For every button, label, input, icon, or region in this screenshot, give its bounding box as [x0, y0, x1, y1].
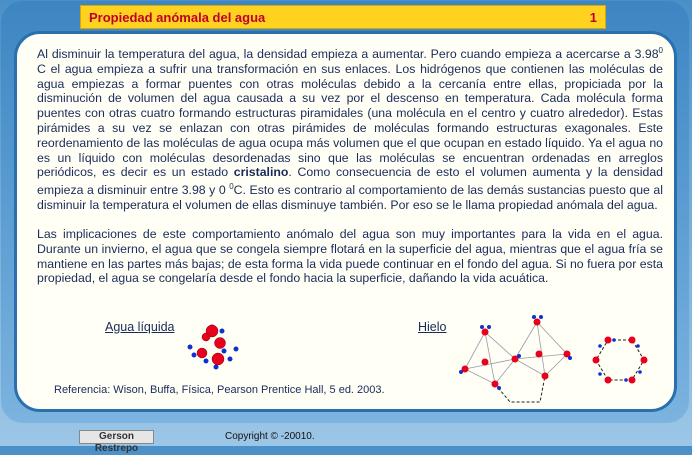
ice-link[interactable]: Hielo: [418, 320, 447, 334]
ice-hexagon-diagram: [592, 334, 648, 386]
para1-end: C. Esto es contrario al comportamiento de las demás sustancias puesto que al disminuir la temperatura el volumen de ellas disminuye también. Por eso se le llama propiedad anómala del agua.: [37, 183, 663, 213]
paragraph-2: Las implicaciones de este comportamiento anómalo del agua son muy importantes para la vida en el agua. Durante un invierno, el agua que se congela siempre flotará en la superficie del agua, mientras que el agua fría se mantiene en las partes más bajas; de esta forma la vida puede continuar en el fondo del agua. Si no fuera por esta propiedad, el agua se congelaría desde el fondo hacia la superficie, dañando la vida acuática.: [37, 226, 663, 286]
content-panel: [14, 31, 677, 412]
para1-bold: cristalino: [233, 165, 289, 180]
liquid-water-diagram: [182, 319, 252, 374]
page-title: Propiedad anómala del agua: [89, 9, 266, 25]
degree-sup-2: 0: [229, 182, 234, 192]
copyright-text: Copyright © -20010.: [225, 431, 315, 442]
body-text: [37, 44, 663, 286]
author-badge: Gerson Restrepo: [79, 430, 154, 444]
page-number: 1: [589, 9, 597, 25]
paragraph-1: [37, 44, 663, 213]
para1-intro: Al disminuir la temperatura del agua, la densidad empieza a aumentar. Pero cuando empieza a acercarse a 3.98: [37, 47, 659, 62]
degree-sup-1: 0: [658, 46, 663, 55]
title-bar: [80, 5, 606, 29]
para1-after-bold: . Como consecuencia de esto el volumen aumenta y la densidad empieza a disminuir entre 3.98 y 0: [37, 165, 663, 198]
ice-pyramid-diagram: [455, 314, 575, 404]
para1-mid: C el agua empieza a sufrir una transformación en sus enlaces. Los hidrógenos que contienen las moléculas de agua empiezas a formar puentes con otras moléculas debido a la cercanía entre ellas, propiciada por la disminución de volumen del agua causada a su vez por el descenso en temperatura. Cada molécula forma puentes con otras cuatro formando estructuras piramidales (una molécula en el centro y cuatro alrededor). Estas pirámides a su vez se enlazan con otras pirámides de moléculas formando estructuras exagonales. Este reordenamiento de las moléculas de agua ocupa más volumen que el que ocupan en estado líquido. Ya el agua no es un líquido con moléculas desordenadas sino que las moléculas se encuentran ordenadas en arreglos periódicos, es decir es un estado: [37, 61, 663, 180]
liquid-water-link[interactable]: Agua líquida: [105, 320, 175, 334]
reference-text: Referencia: Wison, Buffa, Física, Pearson Prentice Hall, 5 ed. 2003.: [54, 384, 385, 396]
